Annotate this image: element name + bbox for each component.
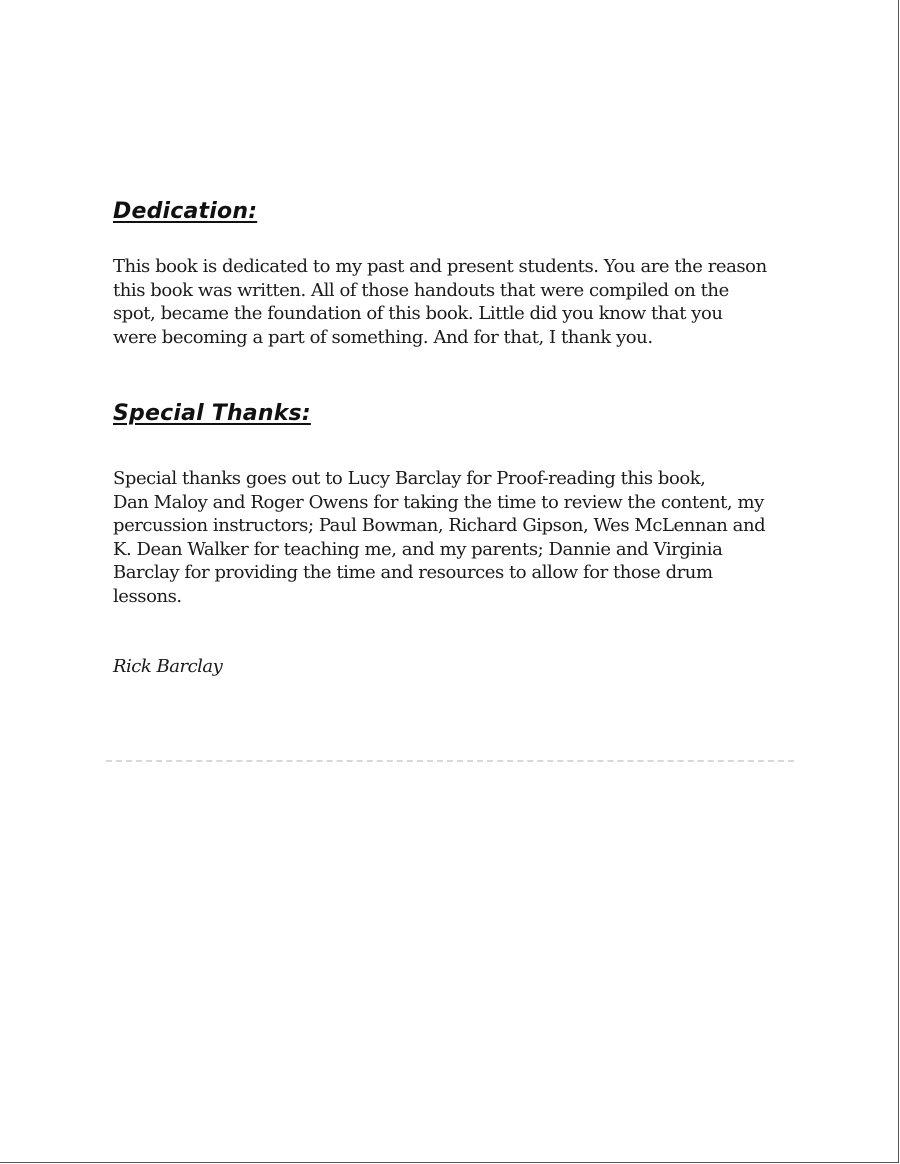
dedication-line: this book was written. All of those handouts that were compiled on the — [113, 279, 729, 301]
dedication-line: This book is dedicated to my past and present students. You are the reason — [113, 256, 767, 277]
author-signature: Rick Barclay — [113, 656, 223, 677]
dedication-line: were becoming a part of something. And for that, I thank you. — [113, 326, 653, 348]
special-thanks-heading: Special Thanks: — [113, 401, 311, 426]
page-break-divider — [106, 760, 794, 762]
special-thanks-paragraph — [113, 467, 803, 608]
special-thanks-line: Special thanks goes out to Lucy Barclay for Proof-reading this book, — [113, 468, 706, 489]
special-thanks-line: lessons. — [113, 585, 182, 607]
special-thanks-line: percussion instructors; Paul Bowman, Richard Gipson, Wes McLennan and — [113, 515, 766, 536]
special-thanks-line: Barclay for providing the time and resources to allow for those drum — [113, 562, 713, 583]
dedication-heading: Dedication: — [113, 199, 258, 224]
special-thanks-line: Dan Maloy and Roger Owens for taking the time to review the content, my — [113, 491, 764, 513]
dedication-line: spot, became the foundation of this book. Little did you know that you — [113, 303, 723, 324]
special-thanks-line: K. Dean Walker for teaching me, and my parents; Dannie and Virginia — [113, 538, 723, 560]
dedication-paragraph — [113, 255, 803, 349]
